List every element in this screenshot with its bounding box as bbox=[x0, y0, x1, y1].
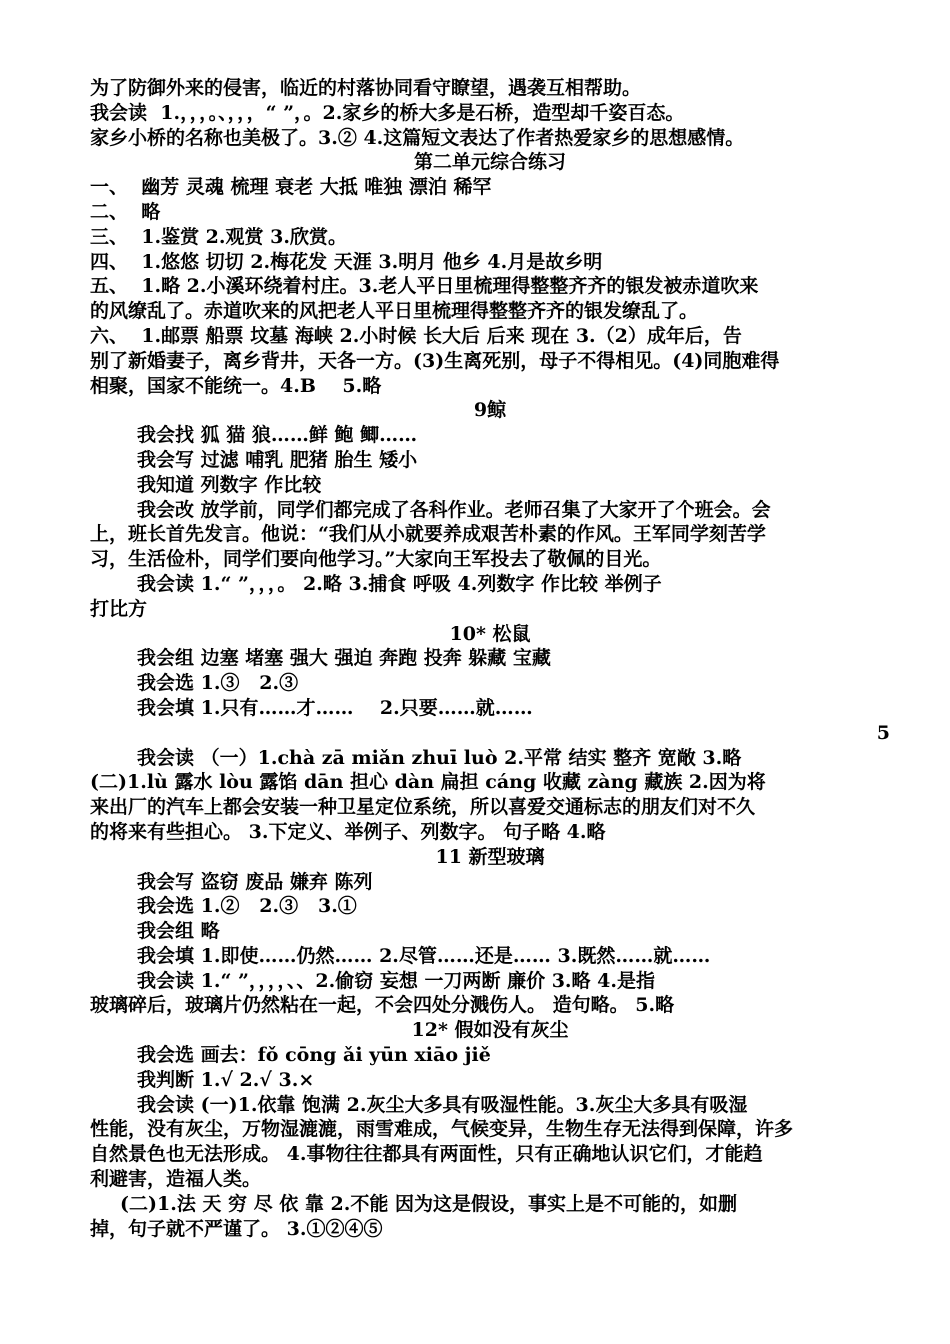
text-line: 五、 1.略 2.小溪环绕着村庄。3.老人平日里梳理得整整齐齐的银发被赤道吹来 bbox=[90, 275, 759, 298]
section-heading: 12* 假如没有灰尘 bbox=[411, 1019, 569, 1042]
answer-line: 我会写 过滤 哺乳 肥猪 胎生 矮小 bbox=[137, 448, 418, 471]
answer-line: 我会找 狐 猫 狼……鲜 鲍 鲫…… bbox=[137, 424, 418, 447]
text-line: 习，生活俭朴，同学们要向他学习。”大家向王军投去了敬佩的目光。 bbox=[90, 548, 662, 571]
text-line: 利避害，造福人类。 bbox=[90, 1168, 262, 1191]
text-line: (二)1.lù 露水 lòu 露馅 dān 担心 dàn 扁担 cáng 收藏 zàng 藏族 2.因为将 bbox=[90, 771, 766, 794]
answer-line: 我会选 1.② 2.③ 3.① bbox=[137, 895, 357, 918]
answer-line: 我会选 画去：fǒ cōng ǎi yūn xiāo jiě bbox=[137, 1044, 491, 1067]
text-line: 四、 1.悠悠 切切 2.梅花发 天涯 3.明月 他乡 4.月是故乡明 bbox=[90, 250, 603, 273]
text-line: 来出厂的汽车上都会安装一种卫星定位系统，所以喜爱交通标志的朋友们对不久 bbox=[90, 796, 756, 819]
answer-line: 我会写 盗窃 废品 嫌弃 陈列 bbox=[137, 870, 373, 893]
section-heading: 11 新型玻璃 bbox=[435, 845, 545, 868]
text-line: 三、 1.鉴赏 2.观赏 3.欣赏。 bbox=[90, 225, 347, 248]
answer-line: 我会读 (一)1.依靠 饱满 2.灰尘大多具有吸湿性能。3.灰尘大多具有吸湿 bbox=[137, 1093, 748, 1116]
text-line: 我会读 1.，，，。、，，，“ ”，。2.家乡的桥大多是石桥，造型却千姿百态。 bbox=[90, 101, 685, 124]
text-line: 相聚，国家不能统一。4.B 5.略 bbox=[90, 374, 382, 397]
text-line: 自然景色也无法形成。 4.事物往往都具有两面性，只有正确地认识它们，才能趋 bbox=[90, 1143, 763, 1166]
section-heading: 第二单元综合练习 bbox=[413, 151, 566, 174]
answer-key-document bbox=[90, 76, 890, 1241]
text-line: 别了新婚妻子，离乡背井，天各一方。(3)生离死别，母子不得相见。(4)同胞难得 bbox=[90, 349, 780, 372]
text-line: 打比方 bbox=[90, 597, 148, 620]
answer-line: 我会读 1.“ ”，，，。 2.略 3.捕食 呼吸 4.列数字 作比较 举例子 bbox=[137, 572, 662, 595]
text-line: 为了防御外来的侵害，临近的村落协同看守瞭望，遇袭互相帮助。 bbox=[90, 77, 642, 99]
text-line: 一、 幽芳 灵魂 梳理 衰老 大抵 唯独 漂泊 稀罕 bbox=[90, 176, 492, 199]
answer-line: 我会改 放学前，同学们都完成了各科作业。老师召集了大家开了个班会。会 bbox=[137, 498, 771, 521]
answer-line: 我会读 1.“ ”，，，，、、2.偷窃 妄想 一刀两断 廉价 3.略 4.是指 bbox=[137, 969, 656, 992]
text-line: 家乡小桥的名称也美极了。3.② 4.这篇短文表达了作者热爱家乡的思想感情。 bbox=[90, 126, 745, 149]
text-line: 的风缭乱了。赤道吹来的风把老人平日里梳理得整整齐齐的银发缭乱了。 bbox=[90, 300, 699, 323]
text-line: 的将来有些担心。 3.下定义、举例子、列数字。 句子略 4.略 bbox=[90, 820, 606, 843]
text-line: 玻璃碎后，玻璃片仍然粘在一起，不会四处分溅伤人。 造句略。 5.略 bbox=[90, 994, 675, 1017]
answer-line: (二)1.法 天 穷 尽 依 靠 2.不能 因为这是假设，事实上是不可能的，如删 bbox=[120, 1192, 737, 1215]
text-line: 六、 1.邮票 船票 坟墓 海峡 2.小时候 长大后 后来 现在 3.（2）成年后，告 bbox=[90, 324, 742, 347]
answer-line: 我会组 边塞 堵塞 强大 强迫 奔跑 投奔 躲藏 宝藏 bbox=[137, 647, 551, 670]
answer-line: 我判断 1.√ 2.√ 3.× bbox=[137, 1068, 315, 1091]
text-line: 上，班长首先发言。他说：“我们从小就要养成艰苦朴素的作风。王军同学刻苦学 bbox=[90, 523, 766, 546]
text-line: 性能，没有灰尘，万物湿漉漉，雨雪难成，气候变异，生物生存无法得到保障，许多 bbox=[90, 1118, 794, 1141]
text-line: 二、 略 bbox=[90, 200, 161, 223]
answer-line: 我知道 列数字 作比较 bbox=[137, 473, 322, 496]
answer-line: 我会填 1.只有……才…… 2.只要……就…… bbox=[137, 696, 533, 719]
page-number: 5 bbox=[876, 721, 890, 744]
section-heading: 10* 松鼠 bbox=[449, 622, 531, 645]
text-line: 掉，句子就不严谨了。 3.①②④⑤ bbox=[90, 1217, 383, 1240]
answer-line: 我会读 （一）1.chà zā miǎn zhuī luò 2.平常 结实 整齐 宽敞 3.略 bbox=[137, 746, 742, 769]
answer-line: 我会组 略 bbox=[137, 920, 220, 943]
answer-line: 我会选 1.③ 2.③ bbox=[137, 672, 299, 695]
answer-line: 我会填 1.即使……仍然…… 2.尽管……还是…… 3.既然……就…… bbox=[137, 944, 711, 967]
section-heading: 9鲸 bbox=[473, 399, 507, 422]
